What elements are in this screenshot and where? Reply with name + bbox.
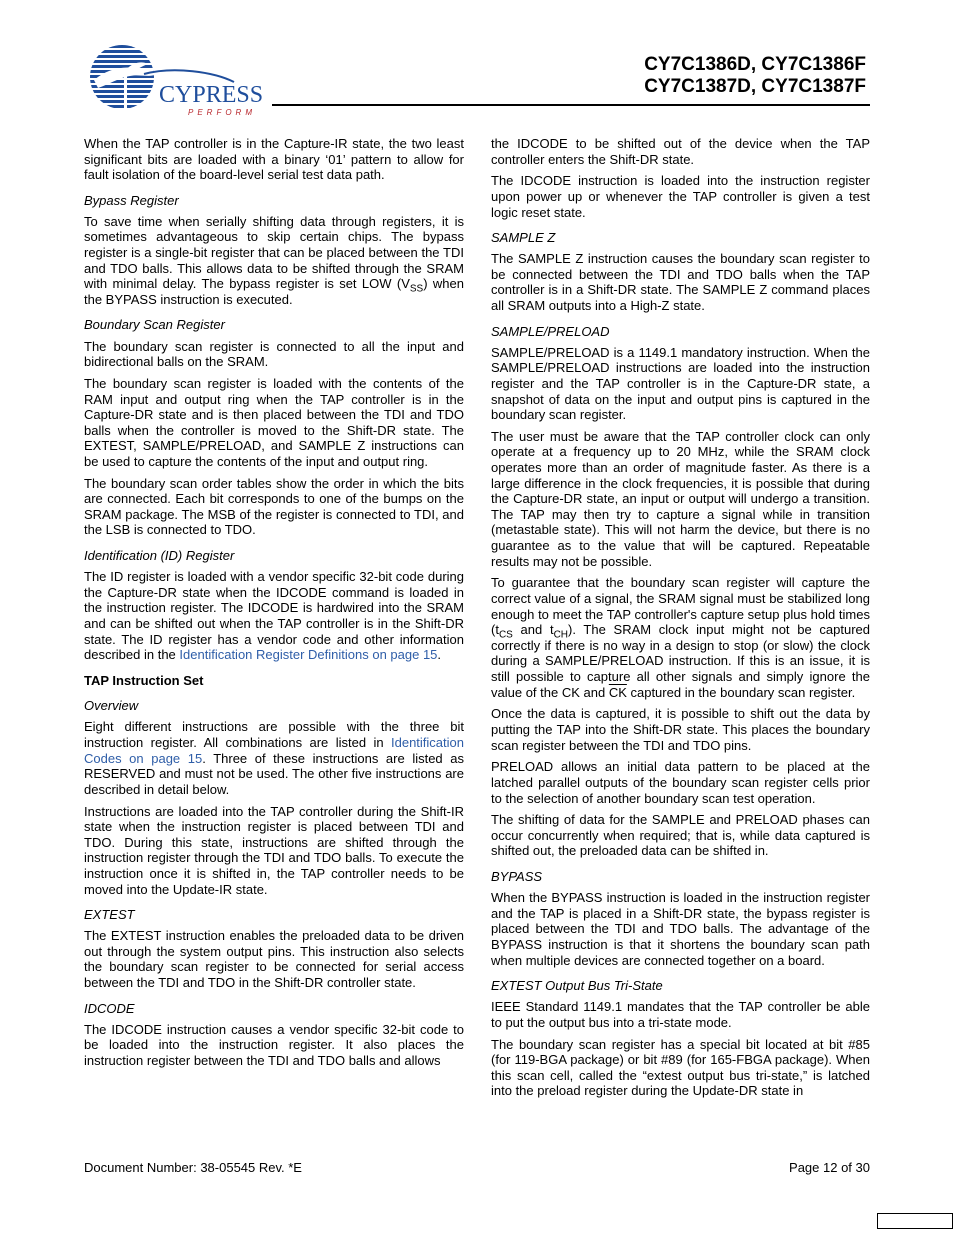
paragraph-boundary-3: The boundary scan order tables show the order in which the bits are connected. Each bit corresponds to one of the bumps on the SRAM package. The MSB of the register is connected to TDI, and the LSB is connected to TDO. [84,475,464,538]
paragraph-sample-preload-5: PRELOAD allows an initial data pattern to be placed at the latched parallel outputs of the boundary scan register cells prior to the selection of another boundary scan test operation. [491,759,870,806]
paragraph-boundary-1: The boundary scan register is connected to all the input and bidirectional balls on the SRAM. [84,338,464,370]
footer-page-number: Page 12 of 30 [789,1160,870,1175]
link-identification-codes[interactable]: Identification Codes on page 15 [84,734,464,766]
left-column [84,136,464,1075]
heading-overview: Overview [84,698,139,714]
header-rule [272,104,870,106]
heading-boundary-scan-register: Boundary Scan Register [84,317,225,333]
paragraph-capture-ir: When the TAP controller is in the Capture-IR state, the two least significant bits are loaded with a binary ‘01’ pattern to allow for fault isolation of the board-level serial test data path. [84,136,464,183]
paragraph-idcode: The IDCODE instruction causes a vendor specific 32-bit code to be loaded into the instruction register. It also places the instruction register between the TDI and TDO balls and allows [84,1021,464,1068]
paragraph-sample-preload-1: SAMPLE/PRELOAD is a 1149.1 mandatory instruction. When the SAMPLE/PRELOAD instructions are loaded into the instruction register and the TAP controller is in the Capture-DR state, a snapshot of data on the input and output pins is captured in the boundary scan register. [491,344,870,423]
heading-extest: EXTEST [84,907,135,923]
heading-sample-preload: SAMPLE/PRELOAD [491,323,610,339]
heading-sample-z: SAMPLE Z [491,230,556,246]
paragraph-sample-preload-3: To guarantee that the boundary scan register will capture the correct value of a signal, the SRAM signal must be stabilized long enough to meet the TAP controller's capture setup plus hold times ($t_{CS}$ and $t_{CH}$). The SRAM clock input might not be captured correctly if there is no way in a design to stop (or slow) the clock during a SAMPLE/PRELOAD instruction. If this is an issue, it is still possible to capture all other signals and simply ignore the value of the CK and $\overline{CK}$ captured in the boundary scan register. [491,575,870,700]
paragraph-overview: Eight different instructions are possible with the three bit instruction register. All combinations are listed in Identification Codes on page 15. Three of these instructions are listed as RESERVED and must not be used. The other five instructions are described in detail below. [84,719,464,797]
footer-document-number: Document Number: 38-05545 Rev. *E [84,1160,302,1175]
right-column [491,136,870,1105]
paragraph-instructions: Instructions are loaded into the TAP controller during the Shift-IR state when the instruction register is placed between TDI and TDO. During this state, instructions are shifted through the instruction register through the TDI and TDO balls. To execute the instruction once it is shifted in, the TAP controller needs to be moved into the Update-IR state. [84,803,464,897]
paragraph-boundary-2: The boundary scan register is loaded with the contents of the RAM input and output ring when the TAP controller is in the Capture-DR state and is then placed between the TDI and TDO balls when the controller is moved to the Shift-DR state. The EXTEST, SAMPLE/PRELOAD, and SAMPLE Z instructions can be used to capture the contents of the input and output ring. [84,375,464,469]
paragraph-bypass-register: To save time when serially shifting data through registers, it is sometimes advantageous to skip certain chips. The bypass register is a single-bit register that can be placed between the TDI and TDO balls. This allows data to be shifted through the SRAM with minimal delay. The bypass register is set LOW $(V_{SS})$ when the BYPASS instruction is executed. [84,213,464,307]
paragraph-sample-preload-6: The shifting of data for the SAMPLE and PRELOAD phases can occur concurrently when required; that is, while data captured is shifted out, the preloaded data can be shifted in. [491,812,870,859]
title-line-2: CY7C1387D, CY7C1387F [644,76,866,97]
heading-idcode: IDCODE [84,1000,135,1016]
heading-id-register: Identification (ID) Register [84,548,235,564]
paragraph-id-register: The ID register is loaded with a vendor specific 32-bit code during the Capture-DR state when the IDCODE command is loaded in the instruction register. The IDCODE is hardwired into the SRAM and can be shifted out when the TAP controller is in the Shift-DR state. The ID register has a vendor code and other information described in the Identification Register Definitions on page 15. [84,569,464,663]
paragraph-extest: The EXTEST instruction enables the preloaded data to be driven out through the system output pins. This instruction also selects the boundary scan register to be connected for serial access between the TDI and TDO in the Shift-DR controller state. [84,928,464,990]
paragraph-sample-z: The SAMPLE Z instruction causes the boundary scan register to be connected between the TDI and TDO balls when the TAP controller is in a Shift-DR state. The SAMPLE Z command places all SRAM outputs into a High-Z state. [491,251,870,314]
feedback-box [877,1213,953,1229]
logo-brand: CYPRESS [159,82,264,108]
paragraph-idcode-continued: the IDCODE to be shifted out of the device when the TAP controller enters the Shift-DR state. [491,136,870,167]
globe-icon [84,44,164,114]
title-line-1: CY7C1386D, CY7C1386F [644,54,866,75]
heading-bypass-register: Bypass Register [84,192,179,208]
paragraph-idcode-2: The IDCODE instruction is loaded into the instruction register upon power up or whenever the TAP controller is given a test logic reset state. [491,173,870,220]
paragraph-tristate-2: The boundary scan register has a special bit located at bit #85 (for 119-BGA package) or bit #89 (for 165-FBGA package). When this scan cell, called the “extest output bus tri-state,” is latched into the preload register during the Update-DR state in [491,1036,870,1099]
link-identification-register-definitions[interactable]: Identification Register Definitions on page 15 [179,647,438,663]
paragraph-sample-preload-4: Once the data is captured, it is possible to shift out the data by putting the TAP into the Shift-DR state. This places the boundary scan register between the TDI and TDO pins. [491,706,870,753]
paragraph-tristate-1: IEEE Standard 1149.1 mandates that the TAP controller be able to put the output bus into a tri-state mode. [491,999,870,1030]
heading-bypass: BYPASS [491,869,543,885]
document-title [644,54,866,98]
logo-tagline: PERFORM [188,108,256,117]
paragraph-sample-preload-2: The user must be aware that the TAP controller clock can only operate at a frequency up to 20 MHz, while the SRAM clock operates more than an order of magnitude faster. As there is a large difference in the clock frequencies, it is possible that during the Capture-DR state, an input or output will undergo a transition. The TAP may then try to capture a signal while in transition (metastable state). This will not harm the device, but there is no guarantee as to the value that will be captured. Repeatable results may not be possible. [491,428,870,569]
cypress-logo [84,44,274,118]
paragraph-bypass: When the BYPASS instruction is loaded in the instruction register and the TAP is placed in a Shift-DR state, the bypass register is placed between the TDI and TDO balls. The advantage of the BYPASS instruction is that it shortens the boundary scan path when multiple devices are connected together on a board. [491,890,870,968]
heading-extest-tristate: EXTEST Output Bus Tri-State [491,978,663,994]
heading-tap-instruction-set: TAP Instruction Set [84,672,204,688]
